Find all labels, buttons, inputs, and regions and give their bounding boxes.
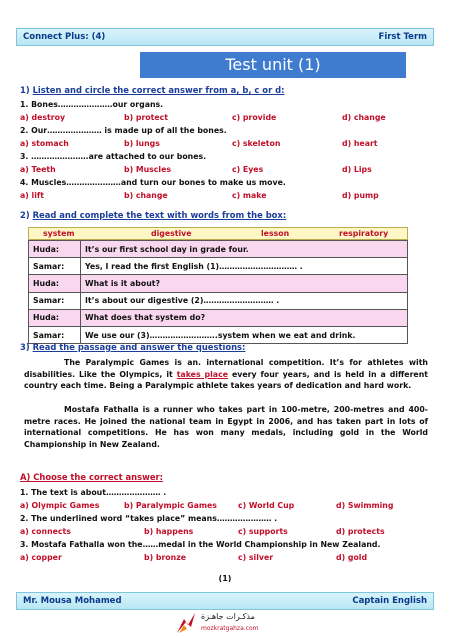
option[interactable]: a) Olympic Games: [20, 501, 100, 510]
option[interactable]: a) lift: [20, 191, 45, 200]
question-line: 1. Bones…………………our organs.: [20, 100, 164, 109]
term-name: First Term: [378, 32, 427, 42]
option[interactable]: b) change: [124, 191, 168, 200]
speaker: Samar:: [29, 292, 81, 309]
option[interactable]: c) provide: [232, 113, 277, 122]
word-chip: lesson: [261, 229, 290, 238]
section1-number: 1): [20, 85, 30, 95]
option-row: [20, 527, 420, 537]
dialogue-line: Yes, I read the first English (1)………………………… .: [81, 258, 408, 275]
option[interactable]: d) pump: [342, 191, 379, 200]
speaker: Huda:: [29, 275, 81, 292]
option[interactable]: d) Swimming: [336, 501, 394, 510]
option[interactable]: c) Eyes: [232, 165, 264, 174]
logo-domain: mozkratgahza.com: [201, 625, 259, 632]
sectionA-heading: [20, 472, 163, 482]
option[interactable]: b) happens: [144, 527, 194, 536]
dialogue-table: [28, 240, 408, 344]
option-row: [20, 553, 420, 563]
option[interactable]: a) destroy: [20, 113, 66, 122]
passage-text: The Paralympic Games is an. international competition. It’s for athletes with disabilities. Like the Olympics, it: [24, 358, 428, 379]
logo-brand: مذكـرات جاهـزة: [201, 612, 255, 621]
section1-heading: [20, 85, 284, 95]
sectionA-heading-text: A) Choose the correct answer:: [20, 472, 164, 482]
question-line: 2. The underlined word “takes place” means………………… .: [20, 514, 278, 523]
speaker: Huda:: [29, 309, 81, 326]
option[interactable]: d) protects: [336, 527, 385, 536]
teacher-name: Mr. Mousa Mohamed: [23, 596, 122, 606]
speaker: Samar:: [29, 258, 81, 275]
option[interactable]: b) lungs: [124, 139, 160, 148]
option[interactable]: b) bronze: [144, 553, 187, 562]
dialogue-line: It’s about our digestive (2)……………………… .: [81, 292, 408, 309]
section2-heading: [20, 210, 286, 220]
option[interactable]: b) Paralympic Games: [124, 501, 217, 510]
option[interactable]: d) gold: [336, 553, 368, 562]
question-line: 3. Mostafa Fathalla won the……medal in the World Championship in New Zealand.: [20, 540, 381, 549]
dialogue-row: [29, 241, 408, 258]
option[interactable]: c) World Cup: [238, 501, 295, 510]
dialogue-line: We use our (3)……………………..system when we eat and drink.: [81, 326, 408, 343]
option[interactable]: d) change: [342, 113, 386, 122]
course-name: Connect Plus: (4): [23, 32, 106, 42]
passage-paragraph-2: Mostafa Fathalla is a runner who takes part in 100-metre, 200-metres and 400-metre races. He joined the national team in Egypt in 2006, and has taken part in lots of international competitions. He has won many medals, including gold in the World Championship in New Zealand.: [24, 405, 428, 449]
section3-number: 3): [20, 342, 30, 352]
section2-number: 2): [20, 210, 30, 220]
option[interactable]: a) Teeth: [20, 165, 56, 174]
site-logo: [175, 611, 275, 637]
option[interactable]: c) make: [232, 191, 267, 200]
word-chip: digestive: [151, 229, 192, 238]
option[interactable]: a) copper: [20, 553, 62, 562]
underlined-phrase: takes place: [176, 369, 228, 379]
option-row: [20, 139, 420, 149]
footer-band: [16, 592, 434, 610]
option[interactable]: c) silver: [238, 553, 274, 562]
option[interactable]: b) protect: [124, 113, 169, 122]
dialogue-line: What is it about?: [81, 275, 408, 292]
brand-name: Captain English: [352, 596, 427, 606]
section2-heading-text: Read and complete the text with words from the box:: [32, 210, 287, 220]
word-box: [28, 227, 408, 240]
section3-heading: [20, 342, 245, 352]
dialogue-row: [29, 275, 408, 292]
word-chip: respiratory: [339, 229, 389, 238]
option[interactable]: c) skeleton: [232, 139, 281, 148]
speaker: Samar:: [29, 326, 81, 343]
option[interactable]: b) Muscles: [124, 165, 172, 174]
option-row: [20, 501, 420, 511]
dialogue-row: [29, 292, 408, 309]
option[interactable]: d) heart: [342, 139, 378, 148]
passage-text: every four years, and is held in a different country each time. Being a Paralympic athlete takes years of dedication and hard work.: [24, 369, 428, 390]
question-line: 1. The text is about………………… .: [20, 488, 167, 497]
option-row: [20, 113, 420, 123]
header-band: [16, 28, 434, 46]
option[interactable]: a) connects: [20, 527, 71, 536]
option[interactable]: a) stomach: [20, 139, 69, 148]
dialogue-row: [29, 309, 408, 326]
section3-heading-text: Read the passage and answer the questions:: [32, 342, 246, 352]
question-line: 4. Muscles…………………and turn our bones to make us move.: [20, 178, 286, 187]
option-row: [20, 165, 420, 175]
option-row: [20, 191, 420, 201]
option[interactable]: c) supports: [238, 527, 288, 536]
dialogue-row: [29, 258, 408, 275]
arrow-logo-icon: [175, 611, 197, 635]
dialogue-line: It’s our first school day in grade four.: [81, 241, 408, 258]
speaker: Huda:: [29, 241, 81, 258]
page-title: Test unit (1): [140, 52, 406, 78]
passage-paragraph-1: [24, 357, 428, 392]
question-line: 3. ………………….are attached to our bones.: [20, 152, 207, 161]
section1-heading-text: Listen and circle the correct answer from a, b, c or d:: [32, 85, 285, 95]
dialogue-line: What does that system do?: [81, 309, 408, 326]
page-number: (1): [218, 574, 232, 583]
word-chip: system: [43, 229, 75, 238]
option[interactable]: d) Lips: [342, 165, 372, 174]
question-line: 2. Our………………… is made up of all the bones.: [20, 126, 227, 135]
